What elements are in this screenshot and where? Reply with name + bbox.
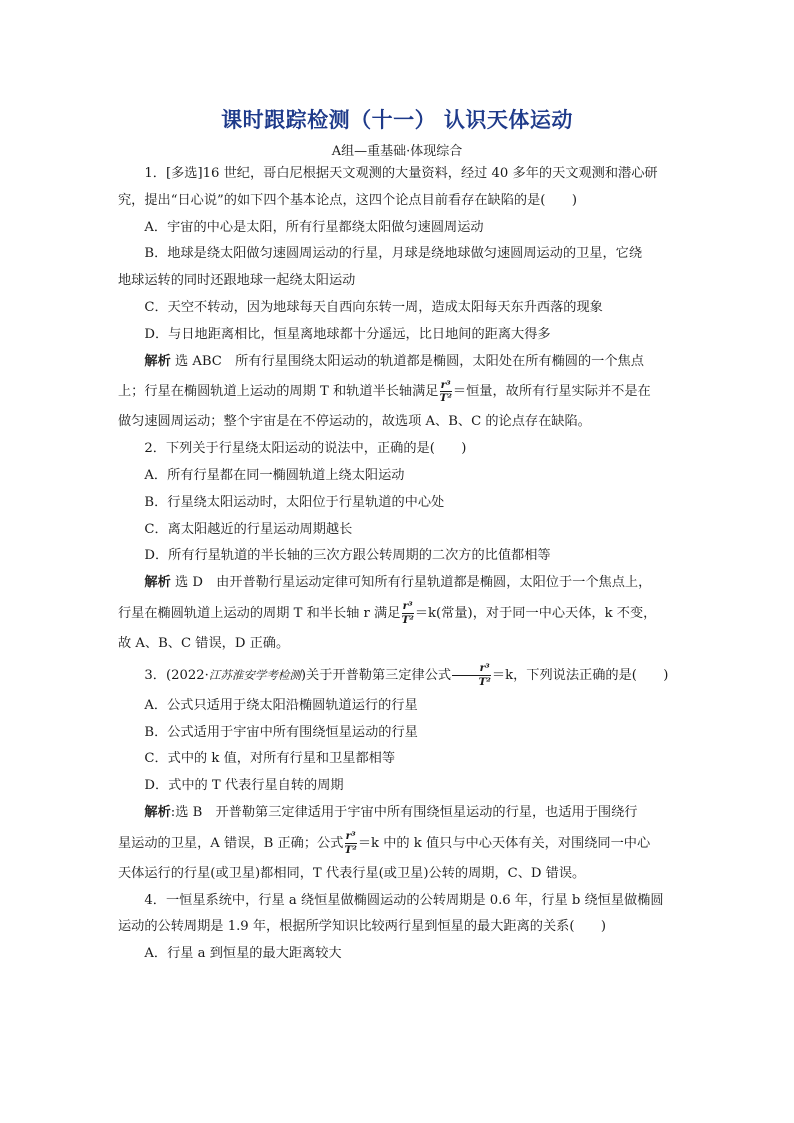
q1-analysis-line2: 上；行星在椭圆轨道上运动的周期 T 和轨道半长轴满足 $\frac{\text{r³}}{\text{T²}}$ ＝恒量，故所有行星实际并不是在 [118,378,651,405]
analysis-label: 解析 [144,353,171,369]
q3-analysis-line1: 解析:选 B 开普勒第三定律适用于宇宙中所有围绕恒星运动的行星，也适用于围绕行 [144,804,638,820]
q3-option-b: B．公式适用于宇宙中所有围绕恒星运动的行星 [144,724,418,740]
q3-option-c: C．式中的 k 值，对所有行星和卫星都相等 [144,751,396,767]
q1-option-c: C．天空不转动，因为地球每天自西向东转一周，造成太阳每天东升西落的现象 [144,299,603,315]
q1-stem-line1: 1．[多选]16 世纪，哥白尼根据天文观测的大量资料，经过 40 多年的天文观测和潜心研 [144,166,658,181]
q2-analysis-line2: 行星在椭圆轨道上运动的周期 T 和半长轴 r 满足 $\frac{\text{r³}}{\text{T²}}$ ＝k(常量)，对于同一中心天体，k 不变， [118,600,657,626]
q4-stem-line2: 运动的公转周期是 1.9 年，根据所学知识比较两行星到恒星的最大距离的关系( ) [118,919,607,935]
q3-analysis-line3: 天体运行的行星(或卫星)都相同，T 代表行星(或卫星)公转的周期，C、D 错误。 [118,865,586,881]
analysis-label: 解析 [144,804,171,820]
kepler-fraction: $\frac{\text{r³}}{\text{T²}}$ [452,663,491,687]
q2-analysis-line3: 故 A、B、C 错误，D 正确。 [118,635,290,651]
q4-option-a: A．行星 a 到恒星的最大距离较大 [144,946,342,962]
q3-option-d: D．式中的 T 代表行星自转的周期 [144,778,344,794]
q2-option-c: C．离太阳越近的行星运动周期越长 [144,521,353,537]
q1-stem-line2: 究，提出“日心说”的如下四个基本论点，这四个论点目前看存在缺陷的是( ) [118,192,577,208]
q1-option-d: D．与日地距离相比，恒星离地球都十分遥远，比日地间的距离大得多 [144,326,551,342]
q2-analysis-line1: 解析 选 D 由开普勒行星运动定律可知所有行星轨道都是椭圆，太阳位于一个焦点上， [144,575,652,591]
kepler-fraction: $\frac{\text{r³}}{\text{T²}}$ [439,378,452,405]
q1-analysis-line3: 做匀速圆周运动；整个宇宙是在不停运动的，故选项 A、B、C 的论点存在缺陷。 [118,414,591,430]
section-subtitle: A组—重基础·体现综合 [331,144,463,159]
q2-option-d: D．所有行星轨道的半长轴的三次方跟公转周期的二次方的比值都相等 [144,548,551,564]
q1-option-b-line1: B．地球是绕太阳做匀速圆周运动的行星，月球是绕地球做匀速圆周运动的卫星，它绕 [144,246,643,262]
q2-option-a: A．所有行星都在同一椭圆轨道上绕太阳运动 [144,467,405,483]
q2-stem: 2．下列关于行星绕太阳运动的说法中，正确的是( ) [144,441,467,457]
q1-analysis-line1: 解析 选 ABC 所有行星围绕太阳运动的轨道都是椭圆，太阳处在所有椭圆的一个焦点 [144,353,644,369]
kepler-fraction: $\frac{\text{r³}}{\text{T²}}$ [401,600,414,626]
q3-stem: 3．(2022·江苏淮安学考检测)关于开普勒第三定律公式 $\frac{\text{r³}}{\text{T²}}$ ＝k，下列说法正确的是( ) [144,662,669,688]
q1-option-a: A．宇宙的中心是太阳，所有行星都绕太阳做匀速圆周运动 [144,219,484,235]
page-title: 课时跟踪检测（十一） 认识天体运动 [221,108,573,132]
q4-stem-line1: 4．一恒星系统中，行星 a 绕恒星做椭圆运动的公转周期是 0.6 年，行星 b 绕恒星做椭圆 [144,892,664,908]
q2-option-b: B．行星绕太阳运动时，太阳位于行星轨道的中心处 [144,494,445,510]
kepler-fraction: $\frac{\text{r³}}{\text{T²}}$ [344,830,357,856]
analysis-label: 解析 [144,575,171,591]
q1-option-b-line2: 地球运转的同时还跟地球一起绕太阳运动 [118,273,356,289]
q3-option-a: A．公式只适用于绕太阳沿椭圆轨道运行的行星 [144,697,418,713]
q3-analysis-line2: 星运动的卫星，A 错误，B 正确；公式 $\frac{\text{r³}}{\text{T²}}$ ＝k 中的 k 值只与中心天体有关，对围绕同一中心 [118,830,651,856]
question-source: 江苏淮安学考检测 [208,667,301,682]
questions-body [118,161,678,968]
